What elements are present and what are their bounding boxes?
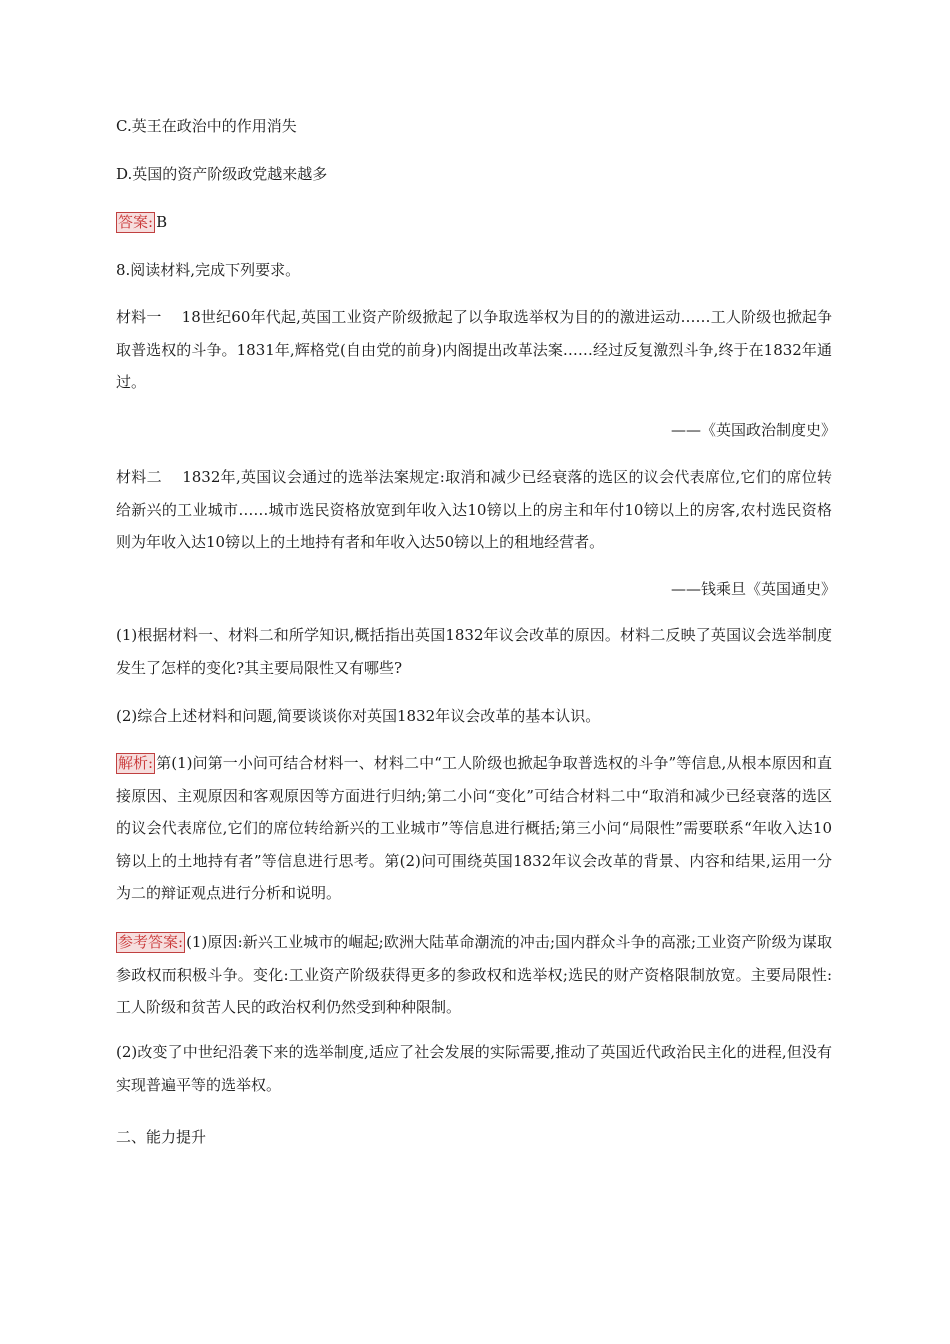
answer-label: 答案:: [118, 213, 154, 231]
sub-question-2: (2)综合上述材料和问题,简要谈谈你对英国1832年议会改革的基本认识。: [116, 707, 601, 725]
section-heading: 二、能力提升: [116, 1128, 207, 1146]
reference-answer-label: 参考答案:: [118, 933, 184, 951]
analysis-label: 解析:: [118, 754, 154, 772]
analysis-text: 第(1)问第一小问可结合材料一、材料二中“工人阶级也掀起争取普选权的斗争”等信息,从根本原因和直接原因、主观原因和客观原因等方面进行归纳;第二小问“变化”可结合材料二中“取消和减少已经衰落的选区的议会代表席位,它们的席位转给新兴的工业城市”等信息进行概括;第三小问“局限性”需要联系“年收入达10镑以上的土地持有者”等信息进行思考。第(2)问可围绕英国1832年议会改革的背景、内容和结果,运用一分为二的辩证观点进行分析和说明。: [116, 754, 832, 902]
option-c: C.英王在政治中的作用消失: [116, 117, 297, 135]
material-one: 材料一 18世纪60年代起,英国工业资产阶级掀起了以争取选举权为目的的激进运动……工人阶级也掀起争取普选权的斗争。1831年,辉格党(自由党的前身)内阁提出改革法案……经过反复激烈斗争,终于在1832年通过。: [116, 308, 832, 391]
answer-line: [116, 211, 167, 233]
reference-answer-part1: (1)原因:新兴工业城市的崛起;欧洲大陆革命潮流的冲击;国内群众斗争的高涨;工业资产阶级为谋取参政权而积极斗争。变化:工业资产阶级获得更多的参政权和选举权;选民的财产资格限制放宽。主要局限性:工人阶级和贫苦人民的政治权利仍然受到种种限制。: [116, 933, 832, 1016]
reference-answer-block: [116, 926, 832, 1024]
option-d: D.英国的资产阶级政党越来越多: [116, 165, 328, 183]
answer-value: B: [156, 213, 168, 231]
sub-question-1: (1)根据材料一、材料二和所学知识,概括指出英国1832年议会改革的原因。材料二反映了英国议会选举制度发生了怎样的变化?其主要局限性又有哪些?: [116, 626, 832, 677]
question-stem: 8.阅读材料,完成下列要求。: [116, 261, 301, 279]
material-two: 材料二 1832年,英国议会通过的选举法案规定:取消和减少已经衰落的选区的议会代表席位,它们的席位转给新兴的工业城市……城市选民资格放宽到年收入达10镑以上的房主和年付10镑以上的房客,农村选民资格则为年收入达10镑以上的土地持有者和年收入达50镑以上的租地经营者。: [116, 468, 832, 551]
material-one-source: ——《英国政治制度史》: [670, 421, 836, 439]
reference-answer-part2: (2)改变了中世纪沿袭下来的选举制度,适应了社会发展的实际需要,推动了英国近代政治民主化的进程,但没有实现普遍平等的选举权。: [116, 1043, 832, 1094]
material-two-source: ——钱乘旦《英国通史》: [670, 580, 836, 598]
analysis-block: [116, 747, 832, 910]
